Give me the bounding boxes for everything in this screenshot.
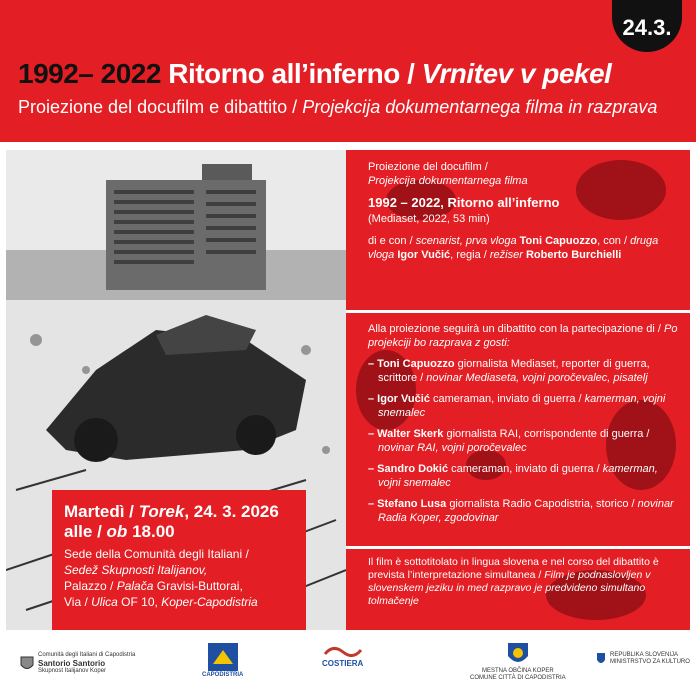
event-subtitle [18, 97, 657, 118]
slovenia-crest-icon [596, 652, 606, 666]
ministrstvo-za-kulturo-logo: REPUBLIKA SLOVENIJA MINISTRSTVO ZA KULTURO [596, 652, 690, 666]
divider [346, 546, 690, 549]
comunita-logo: Comunità degli Italiani di Capodistria Santorio Santorio Skupnost Italijanov Koper [20, 652, 135, 675]
costiera-logo: COSTIERA [322, 642, 363, 667]
event-venue: Sede della Comunità degli Italiani / Sedež Skupnosti Italijanov, Palazzo / Palača Gravisi-Buttorai, Via / Ulica OF 10, Koper-Capodistria [64, 547, 258, 609]
can-capodistria-logo: CAPODISTRIA [202, 642, 243, 679]
title-years: 1992– 2022 [18, 58, 161, 89]
debate-info: Alla proiezione seguirà un dibattito con la partecipazione di / Po projekciji bo razprava z gosti: – Toni Capuozzo giornalista Mediaset, reporter di guerra, scrittore / novinar Mediaseta, vojni poročevalec, pisatelj – Igor Vučić cameraman, inviato di guerra / kamerman, vojni snemalec – Walter Skerk giornalista RAI, corrispondente di guerra / novinar RAI, vojni poročevalec – Sandro Dokić cameraman, inviato di guerra / kamerman, vojni snemalec – Stefano Lusa giornalista Radio Capodistria, storico / novinar Radia Koper, zgodovinar [368, 323, 678, 524]
film-meta: (Mediaset, 2022, 53 min) [368, 213, 490, 225]
subtitle-slovene: Projekcija dokumentarnega filma in razprava [302, 97, 658, 117]
divider [346, 310, 690, 313]
subtitle-italian: Proiezione del docufilm e dibattito / [18, 97, 298, 117]
shield-icon [20, 656, 34, 672]
guest-item: – Toni Capuozzo giornalista Mediaset, reporter di guerra, scrittore / novinar Mediaseta, vojni poročevalec, pisatelj [368, 358, 650, 384]
header-banner [0, 0, 696, 142]
guest-item: – Sandro Dokić cameraman, inviato di guerra / kamerman, vojni snemalec [368, 463, 658, 489]
koper-crest-icon [507, 642, 529, 668]
sponsor-logos [0, 636, 696, 696]
title-slovene: Vrnitev v pekel [421, 58, 612, 89]
can-emblem-icon [207, 642, 239, 672]
event-title [18, 58, 611, 90]
film-info: Proiezione del docufilm / Projekcija dokumentarnega filma 1992 – 2022, Ritorno all’inferno (Mediaset, 2022, 53 min) di e con / scenarist, prva vloga Toni Capuozzo, con / druga vloga Igor Vučić, regia / režiser Roberto Burchielli [368, 160, 678, 262]
details-panel [346, 150, 690, 630]
event-datetime-box [52, 490, 306, 630]
guest-item: – Stefano Lusa giornalista Radio Capodistria, storico / novinar Radia Koper, zgodovinar [368, 498, 674, 524]
guest-item: – Walter Skerk giornalista RAI, corrispondente di guerra / novinar RAI, vojni poročevalec [368, 428, 650, 454]
costiera-wave-icon [323, 642, 363, 660]
mestna-obcina-koper-logo: MESTNA OBČINA KOPER COMUNE CITTÀ DI CAPODISTRIA [470, 642, 566, 682]
event-date: Martedì / Torek, 24. 3. 2026 alle / ob 18.00 [64, 502, 279, 541]
film-credits: di e con / scenarist, prva vloga Toni Capuozzo, con / druga vloga Igor Vučić, regia / režiser Roberto Burchielli [368, 235, 659, 261]
title-italian: Ritorno all’inferno / [168, 58, 415, 89]
guest-item: – Igor Vučić cameraman, inviato di guerra / kamerman, vojni snemalec [368, 393, 666, 419]
translation-note: Il film è sottotitolato in lingua slovena e nel corso del dibattito è prevista l’interpretazione simultanea / Film je podnaslovljen v slovenskem jeziku in med razpravo je predvideno simultano tolmačenje [368, 556, 659, 607]
date-badge: 24.3. [612, 0, 682, 52]
film-title: 1992 – 2022, Ritorno all’inferno [368, 195, 560, 210]
